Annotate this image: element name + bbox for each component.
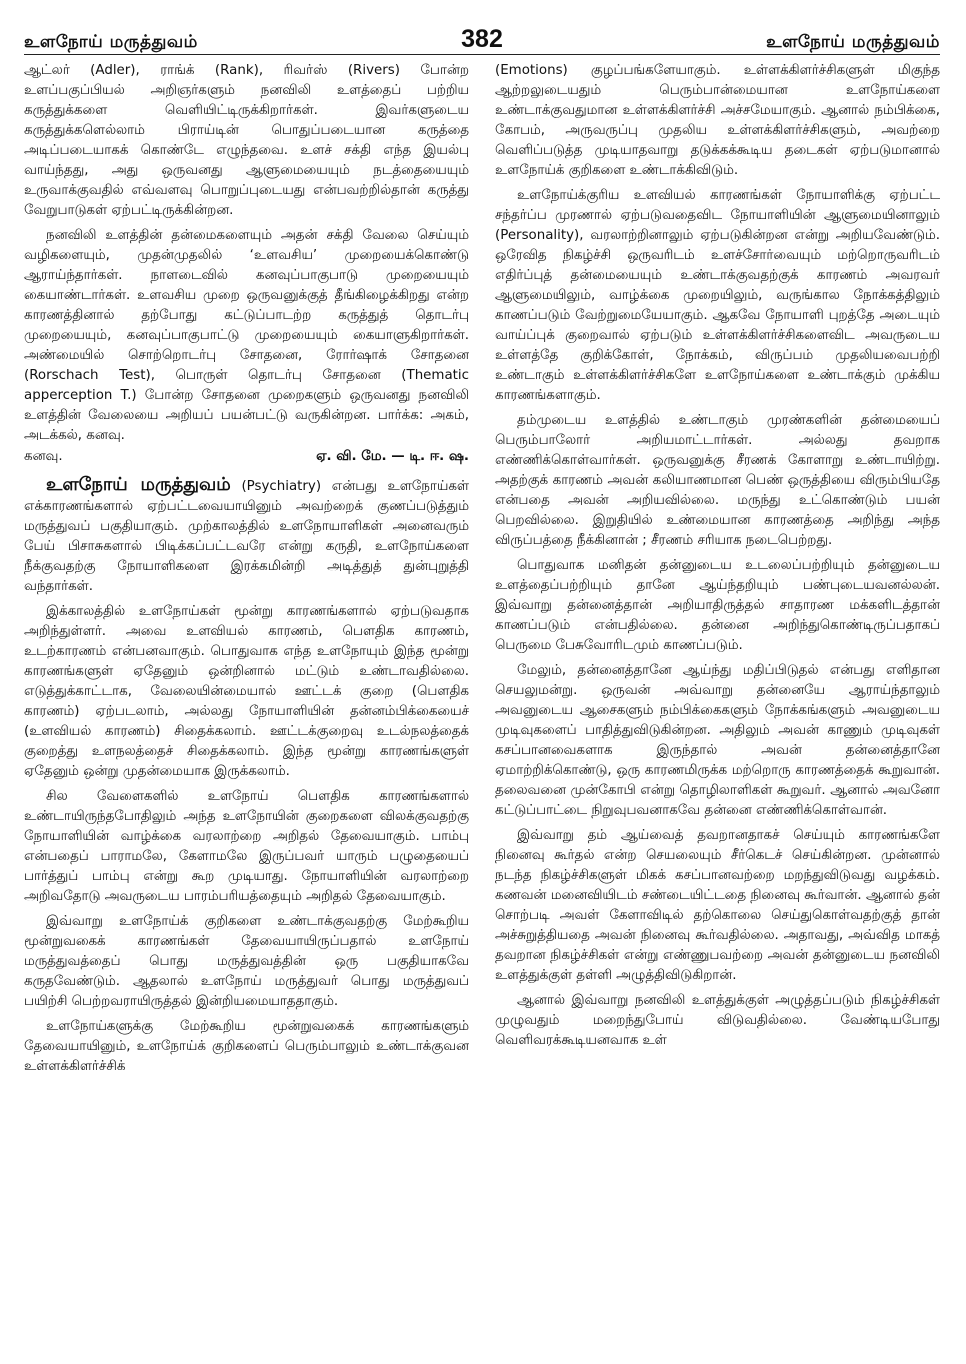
paragraph: பொதுவாக மனிதன் தன்னுடைய உடலைப்பற்றியும் தன்னுடைய உளத்தைப்பற்றியும் தானே ஆய்ந்தறியும் பண்புடையவனல்லன். இவ்வாறு தன்னைத்தான் அறியாதிருத்தல் சாதாரண மக்களிடத்தான் காணப்படும் என்பதில்லை. தன்னை அறிந்துகொண்டிருப்பதாகப் பெருமை பேசுவோரிடமும் காணப்படும். xyxy=(495,558,940,653)
two-column-body xyxy=(24,61,940,1082)
running-head-right: உளநோய் மருத்துவம் xyxy=(766,32,940,52)
paragraph: தம்முடைய உளத்தில் உண்டாகும் முரண்களின் தன்மையைப் பெரும்பாலோர் அறியமாட்டார்கள். அல்லது தவறாக எண்ணிக்கொள்வார்கள். ஒருவனுக்கு சீரணக் கோளாறு உண்டாயிற்று. அதற்குக் காரணம் அவன் கலியாணமான பெண் ஒருத்தியை விரும்பியதே என்பதை அவன் அறியவில்லை. மருந்து உட்கொண்டும் பயன் பெறவில்லை. இறுதியில் உண்மையான காரணத்தை அறிந்து அந்த விருப்பத்தை நீக்கினான் ; சீரணம் சரியாக நடைபெற்றது. xyxy=(495,413,940,548)
paragraph: இவ்வாறு தம் ஆய்வைத் தவறானதாகச் செய்யும் காரணங்களே நினைவு கூர்தல் என்ற செயலையும் சீர்கெடச் செய்கின்றன. முன்னால் நடந்த நிகழ்ச்சிகளுள் மிகக் கசப்பானவற்றை மறந்துவிடுவது வழக்கம். கணவன் மனைவியிடம் சண்டையிட்டதை நினைவு கூர்வான். ஆனால் தன் சொற்படி அவள் கேளாவிடில் தற்கொலை செய்துகொள்வதற்குத் தான் அச்சுறுத்தியதை அவன் நினைவு கூர்வதில்லை. அதாவது, அவ்வித மாகத் தவறான நிகழ்ச்சிகள் என்று எண்ணுபவற்றை அவன் தன்னுடைய நனவிலி உளத்துக்குள் தள்ளி அழுத்திவிடுகிறான். xyxy=(495,828,940,983)
signature-author: ஏ. வி. மே. — டி. ஈ. ஷ. xyxy=(316,449,469,464)
paragraph: ஆட்லர் (Adler), ராங்க் (Rank), ரிவர்ஸ் (Rivers) போன்ற உளப்பகுப்பியல் அறிஞர்களும் நனவிலி உளத்தைப் பற்றிய கருத்துக்களை வெளியிட்டிருக்கிறார்கள். இவர்களுடைய கருத்துக்களெல்லாம் பிராய்டின் பொதுப்படையான கருத்தை அடிப்படையாகக் கொண்டே எழுந்தவை. உளச் சக்தி எந்த இயல்பு வாய்ந்தது, அது ஒருவனது ஆளுமையையும் நடத்தையையும் உருவாக்குவதில் எவ்வளவு பொறுப்புடையது என்பவற்றில்தான் கருத்து வேறுபாடுகள் ஏற்பட்டிருக்கின்றன. xyxy=(24,63,469,218)
entry-signature xyxy=(24,447,469,467)
running-head-left: உளநோய் மருத்துவம் xyxy=(24,32,198,52)
page-number: 382 xyxy=(461,25,503,53)
paragraph: உளநோய்களுக்கு மேற்கூறிய மூன்றுவகைக் காரணங்களும் தேவையாயினும், உளநோய்க் குறிகளைப் பெரும்பாலும் உண்டாக்குவன உள்ளக்கிளர்ச்சிக் xyxy=(24,1019,469,1074)
paragraph: உளநோய்க்குரிய உளவியல் காரணங்கள் நோயாளிக்கு ஏற்பட்ட சந்தர்ப்ப முரணால் ஏற்படுவதைவிட நோயாளியின் ஆளுமையினாலும் (Personality), வரலாற்றினாலும் ஏற்படுகின்றன என்று அறியவேண்டும். ஒரேவித நிகழ்ச்சி ஒருவரிடம் உளச்சோர்வையும் மற்றொருவரிடம் எதிர்ப்புத் தன்மையையும் உண்டாக்குவதற்குக் காரணம் அவரவர் ஆளுமையிலும், வாழ்க்கை முறையிலும், வருங்கால நோக்கத்திலும் காணப்படும் வேற்றுமையேயாகும். ஆகவே நோயாளி புறத்தே அடையும் வாய்ப்புக் குறைவால் ஏற்படும் உள்ளக்கிளர்ச்சிகளைவிட அவருடைய உள்ளத்தே குறிக்கோள், நோக்கம், விருப்பம் முதலியவைபற்றி உண்டாகும் உள்ளக்கிளர்ச்சிகளே உளநோய்களை உண்டாக்கும் முக்கிய காரணங்களாகும். xyxy=(495,188,940,403)
paragraph: மேலும், தன்னைத்தானே ஆய்ந்து மதிப்பிடுதல் என்பது எளிதான செயலுமன்று. ஒருவன் அவ்வாறு தன்னையே ஆராய்ந்தாலும் அவனுடைய ஆசைகளும் நம்பிக்கைகளும் நோக்கங்களும் அவனுடைய முடிவுகளைப் பாதித்துவிடுகின்றன. அதிலும் அவன் காணும் முடிவுகள் கசப்பானவைகளாக இருந்தால் அவன் தன்னைத்தானே ஏமாற்றிக்கொண்டு, ஒரு காரணமிருக்க மற்றொரு காரணத்தைக் கூறுவான். தலைவனை முன்கோபி என்று தொழிலாளிகள் கூறுவர். ஆனால் அவனோ கட்டுப்பாட்டை நிறுவுபவனாகவே தன்னை எண்ணிக்கொள்வான். xyxy=(495,663,940,818)
right-column xyxy=(495,61,940,1082)
running-head xyxy=(24,16,940,55)
entry-text: (Psychiatry) என்பது உளநோய்கள் எக்காரணங்களால் ஏற்பட்டவையாயினும் அவற்றைக் குணப்படுத்தும் மருத்துவப் பகுதியாகும். முற்காலத்தில் உளநோயாளிகள் அனைவரும் பேய் பிசாசுகளால் பிடிக்கப்பட்டவரே என்று கருதி, உளநோய்களை நீக்குவதற்கு நோயாளிகளை இரக்கமின்றி அடித்துத் துன்புறுத்தி வந்தார்கள். xyxy=(24,479,469,594)
paragraph: இக்காலத்தில் உளநோய்கள் மூன்று காரணங்களால் ஏற்படுவதாக அறிந்துள்ளர். அவை உளவியல் காரணம், பௌதிக காரணம், உடற்காரணம் என்பனவாகும். பொதுவாக எந்த உளநோயும் இந்த மூன்று காரணங்களுள் ஏதேனும் ஒன்றினால் மட்டும் உண்டாவதில்லை. எடுத்துக்காட்டாக, வேலையின்மையால் ஊட்டக் குறை (பௌதிக காரணம்) ஏற்படலாம், அல்லது நோயாளியின் தன்னம்பிக்கையைச் (உளவியல் காரணம்) சிதைக்கலாம். ஊட்டக்குறைவு உடல்நலத்தைக் குறைத்து உளநலத்தைச் சிதைக்கலாம். இந்த மூன்று காரணங்களுள் ஏதேனும் ஒன்று முதன்மையாக இருக்கலாம். xyxy=(24,604,469,779)
left-column xyxy=(24,61,469,1082)
signature-reference: கனவு. xyxy=(24,449,63,464)
paragraph: சில வேளைகளில் உளநோய் பௌதிக காரணங்களால் உண்டாயிருந்தபோதிலும் அந்த உளநோயின் குறைகளை விலக்குவதற்கு நோயாளியின் வாழ்க்கை வரலாற்றை அறிதல் தேவையாகும். பாம்பு என்பதைப் பாராமலே, கேளாமலே இருப்பவர் யாரும் பழுதையைப் பார்த்துப் பாம்பு என்று கூற முடியாது. நோயாளியின் வரலாற்றை அறிவதோடு அவருடைய பாரம்பரியத்தையும் அறிதல் தேவையாகும். xyxy=(24,789,469,904)
paragraph: ஆனால் இவ்வாறு நனவிலி உளத்துக்குள் அழுத்தப்படும் நிகழ்ச்சிகள் முழுவதும் மறைந்துபோய் விடுவதில்லை. வேண்டியபோது வெளிவரக்கூடியனவாக உள் xyxy=(495,993,940,1048)
paragraph: நனவிலி உளத்தின் தன்மைகளையும் அதன் சக்தி வேலை செய்யும் வழிகளையும், முதன்முதலில் ‘உளவசிய’ முறையைக்கொண்டு ஆராய்ந்தார்கள். நாளடைவில் கனவுப்பாகுபாடு முறையையும் கையாண்டார்கள். உளவசிய முறை ஒருவனுக்குத் தீங்கிழைக்கிறது என்ற காரணத்தினால் தற்போது கட்டுப்பாடற்ற கருத்துத் தொடர்பு முறையையும், கனவுப்பாகுபாட்டு முறையையும் கையாளுகிறார்கள். அண்மையில் சொற்றொடர்பு சோதனை, ரோர்ஷாக் சோதனை (Rorschach Test), பொருள் தொடர்பு சோதனை (Thematic apperception T.) போன்ற சோதனை முறைகளும் ஒருவனது நனவிலி உளத்தின் வேலையை அறியப் பயன்பட்டு வருகின்றன. பார்க்க: அகம், அடக்கல், கனவு. xyxy=(24,228,469,443)
paragraph: இவ்வாறு உளநோய்க் குறிகளை உண்டாக்குவதற்கு மேற்கூறிய மூன்றுவகைக் காரணங்கள் தேவையாயிருப்பதால் உளநோய் மருத்துவத்தைப் பொது மருத்துவத்தின் ஒரு பகுதியாகவே கருதவேண்டும். ஆதலால் உளநோய் மருத்துவர் பொது மருத்துவப் பயிற்சி பெற்றவராயிருத்தல் இன்றியமையாததாகும். xyxy=(24,914,469,1009)
paragraph: (Emotions) குழப்பங்களேயாகும். உள்ளக்கிளர்ச்சிகளுள் மிகுந்த ஆற்றலுடையதும் பெரும்பான்மையான உளநோய்களை உண்டாக்குவதுமான உள்ளக்கிளர்ச்சி அச்சமேயாகும். ஆனால் நம்பிக்கை, கோபம், அருவருப்பு முதலிய உள்ளக்கிளர்ச்சிகளும், அவற்றை வெளிப்படுத்த முடியாதவாறு தடுக்கக்கூடிய தடைகள் ஏற்படுமானால் உளநோய்க் குறிகளை உண்டாக்கிவிடும். xyxy=(495,63,940,178)
entry-title: உளநோய் மருத்துவம் xyxy=(46,474,231,495)
entry-paragraph xyxy=(24,475,469,597)
